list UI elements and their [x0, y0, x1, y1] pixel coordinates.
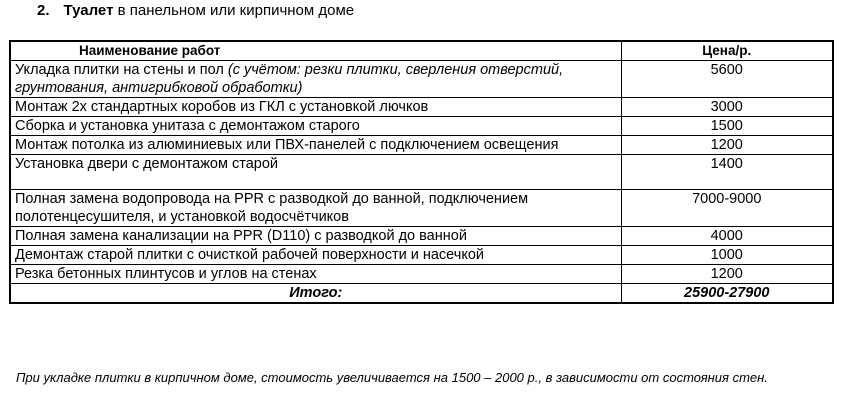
row-work-name: Сборка и установка унитаза с демонтажом старого	[10, 117, 621, 136]
row-work-name	[10, 61, 621, 98]
section-heading	[37, 2, 354, 19]
row-price: 1400	[621, 155, 833, 190]
total-price: 25900-27900	[621, 284, 833, 304]
section-title-rest: в панельном или кирпичном доме	[113, 2, 355, 19]
price-table	[9, 40, 834, 304]
row-price: 1200	[621, 265, 833, 284]
row-work-name: Демонтаж старой плитки с очисткой рабочей поверхности и насечкой	[10, 246, 621, 265]
row-price: 1500	[621, 117, 833, 136]
row-price: 4000	[621, 227, 833, 246]
table-row	[10, 246, 833, 265]
table-row	[10, 265, 833, 284]
table-row	[10, 190, 833, 227]
work-name-text: Укладка плитки на стены и пол	[15, 62, 228, 78]
work-name-note: (с учётом: резки плитки, сверления отверстий, грунтования, антигрибковой обработки)	[15, 62, 564, 96]
row-work-name: Установка двери с демонтажом старой	[10, 155, 621, 190]
header-price: Цена/р.	[621, 41, 833, 61]
table-row	[10, 117, 833, 136]
row-price: 1200	[621, 136, 833, 155]
row-work-name: Полная замена канализации на PPR (D110) с разводкой до ванной	[10, 227, 621, 246]
section-number: 2.	[37, 2, 50, 19]
row-price: 3000	[621, 98, 833, 117]
row-price: 5600	[621, 61, 833, 98]
table-row	[10, 61, 833, 98]
row-price: 1000	[621, 246, 833, 265]
row-work-name: Резка бетонных плинтусов и углов на стенах	[10, 265, 621, 284]
row-work-name: Монтаж потолка из алюминиевых или ПВХ-панелей с подключением освещения	[10, 136, 621, 155]
section-title-bold: Туалет	[63, 2, 114, 19]
total-label: Итого:	[10, 284, 621, 304]
total-row	[10, 284, 833, 304]
row-work-name: Полная замена водопровода на PPR с разводкой до ванной, подключением полотенцесушителя, и установкой водосчётчиков	[10, 190, 621, 227]
footnote: При укладке плитки в кирпичном доме, стоимость увеличивается на 1500 – 2000 р., в зависимости от состояния стен.	[16, 370, 768, 385]
row-price: 7000-9000	[621, 190, 833, 227]
header-work-name: Наименование работ	[10, 41, 621, 61]
table-header-row	[10, 41, 833, 61]
table-row	[10, 98, 833, 117]
row-work-name: Монтаж 2х стандартных коробов из ГКЛ с установкой лючков	[10, 98, 621, 117]
table-row	[10, 136, 833, 155]
table-row	[10, 227, 833, 246]
table-row	[10, 155, 833, 190]
